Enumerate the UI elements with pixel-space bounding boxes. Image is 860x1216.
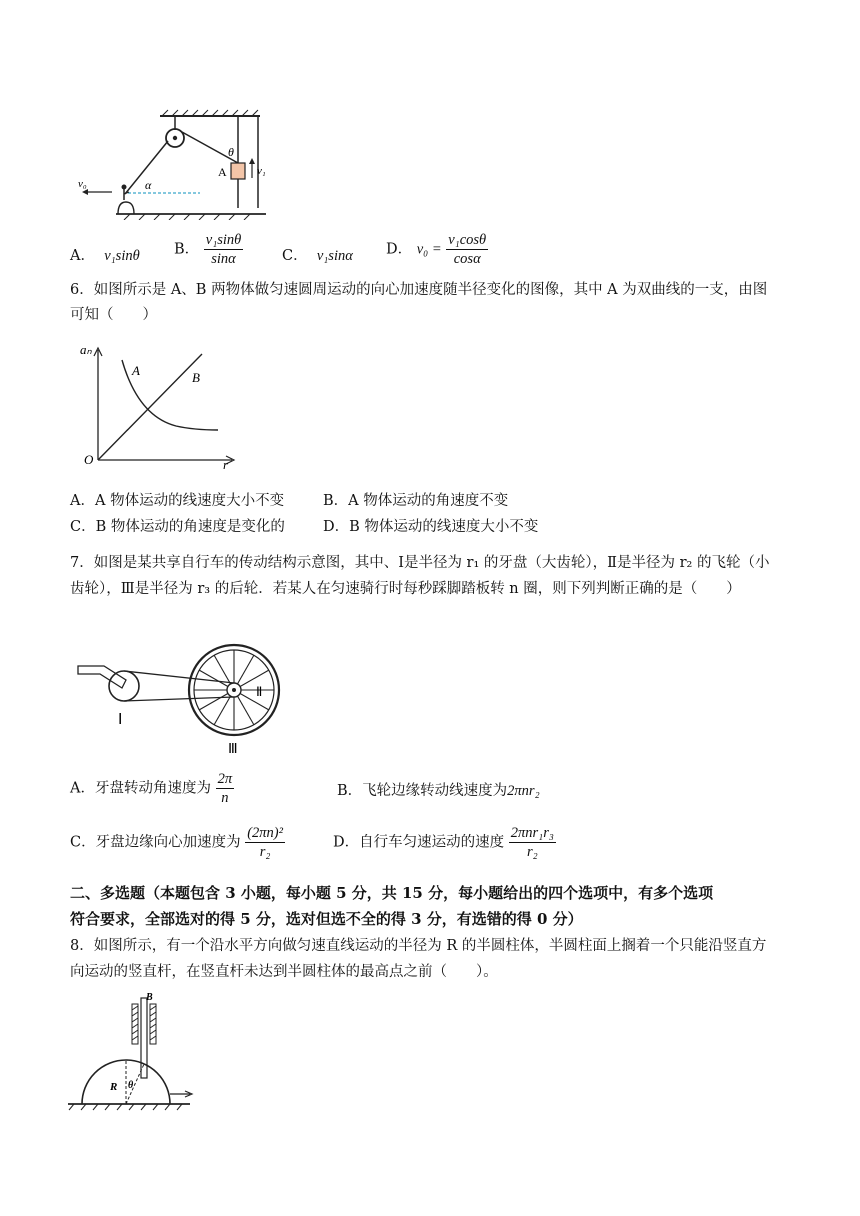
q5-option-d-fraction — [446, 231, 488, 268]
q7-option-d-letter: D． — [333, 834, 360, 851]
q5-label-A: A — [218, 165, 227, 179]
q8-label-theta: θ — [128, 1080, 134, 1091]
section2-heading-line2: 符合要求，全部选对的得 5 分，选对但选不全的得 3 分，有选错的得 0 分） — [70, 910, 583, 928]
q6-option-b[interactable] — [323, 491, 508, 511]
q6-option-a-letter: A． — [70, 493, 95, 509]
q7-bicycle-transmission-figure — [76, 620, 296, 760]
q5-option-a-letter: A． — [70, 248, 95, 264]
q7-option-c-letter: C． — [70, 834, 96, 851]
q7-option-c-fraction — [245, 824, 285, 861]
q5-option-b-fraction — [204, 231, 244, 268]
q6-axis-x-label: r — [223, 457, 229, 470]
q7-option-d-fraction — [509, 824, 556, 861]
q7-option-a-num: 2π — [217, 771, 233, 787]
q6-origin-label: O — [84, 452, 94, 467]
q6-option-d-letter: D． — [323, 519, 350, 535]
q5-option-a[interactable] — [70, 244, 140, 265]
q7-option-c-text: 牙盘边缘向心加速度为 — [95, 834, 241, 851]
q5-option-d-lhs: v₀ = — [416, 241, 442, 258]
q8-stem-line1: 8．如图所示，有一个沿水平方向做匀速直线运动的半径为 R 的半圆柱体，半圆柱面上搁着一个只能沿竖直方 — [70, 938, 767, 954]
q6-option-a-text: A 物体运动的线速度大小不变 — [94, 493, 285, 509]
q7-label-II: Ⅱ — [256, 684, 263, 699]
q5-option-c-expr: v₁sinα — [316, 248, 353, 264]
q5-label-alpha: α — [145, 178, 152, 192]
q7-option-a-text: 牙盘转动角速度为 — [94, 780, 211, 797]
q5-option-a-expr: v₁sinθ — [104, 248, 140, 264]
q5-option-b-num: v₁sinθ — [205, 232, 242, 248]
q5-option-c-letter: C． — [282, 248, 308, 264]
q5-option-d[interactable] — [386, 231, 488, 268]
q7-option-b-text: 飞轮边缘转动线速度为 — [362, 783, 508, 799]
q6-option-d[interactable] — [323, 517, 538, 537]
q6-option-c[interactable] — [70, 517, 285, 537]
q7-option-d-num: 2πnr₁r₃ — [510, 825, 554, 841]
q7-option-b-letter: B． — [337, 783, 363, 799]
q6-option-b-letter: B． — [323, 493, 349, 509]
q5-label-v0: v₀ — [78, 178, 87, 190]
q6-option-a[interactable] — [70, 491, 284, 511]
q7-option-d-den: r₂ — [526, 844, 538, 860]
q5-option-d-num: v₁cosθ — [448, 232, 487, 248]
q7-stem-line2: 齿轮），Ⅲ是半径为 r₃ 的后轮．若某人在匀速骑行时每秒踩脚踏板转 n 圈，则下列判断正确的是（ ） — [70, 581, 741, 597]
q8-label-B: B — [146, 992, 153, 1003]
q6-option-c-text: B 物体运动的角速度是变化的 — [95, 519, 285, 535]
q8-label-R: R — [110, 1081, 118, 1093]
q7-option-c[interactable] — [70, 824, 285, 861]
q6-option-b-text: A 物体运动的角速度不变 — [348, 493, 509, 509]
q6-option-c-letter: C． — [70, 519, 96, 535]
q6-stem-line2: 可知（ ） — [70, 307, 157, 323]
q6-graph-figure — [76, 336, 242, 470]
q7-label-I: Ⅰ — [118, 712, 123, 728]
q5-option-b-den: sinα — [211, 251, 236, 267]
q7-option-a[interactable] — [70, 770, 234, 807]
q5-option-c[interactable] — [282, 244, 353, 265]
q7-option-d-text: 自行车匀速运动的速度 — [359, 834, 505, 851]
q5-label-theta: θ — [228, 145, 234, 159]
q5-option-d-letter: D． — [386, 241, 413, 258]
q7-label-III: Ⅲ — [228, 742, 238, 757]
q5-label-v1: v₁ — [257, 165, 266, 177]
q5-pulley-figure — [70, 108, 270, 220]
q7-stem-line1: 7．如图是某共享自行车的传动结构示意图，其中、Ⅰ是半径为 r₁ 的牙盘（大齿轮），Ⅱ是半径为 r₂ 的飞轮（小 — [70, 555, 770, 571]
q7-option-a-fraction — [216, 770, 235, 807]
section2-heading-line1: 二、多选题（本题包含 3 小题，每小题 5 分，共 15 分，每小题给出的四个选项中，有多个选项 — [70, 884, 714, 902]
q7-option-d[interactable] — [333, 824, 556, 861]
q6-axis-y-label: aₙ — [80, 342, 92, 357]
q7-option-b[interactable] — [337, 779, 540, 800]
q6-option-d-text: B 物体运动的线速度大小不变 — [349, 519, 539, 535]
q7-option-a-den: n — [221, 790, 229, 806]
q7-option-b-expr: 2πnr₂ — [507, 783, 540, 799]
q5-option-d-den: cosα — [453, 251, 481, 267]
q5-option-b-letter: B． — [174, 241, 200, 258]
q7-option-c-num: (2πn)² — [247, 825, 283, 841]
q6-stem-line1: 6．如图所示是 A、B 两物体做匀速圆周运动的向心加速度随半径变化的图像，其中 A 为双曲线的一支，由图 — [70, 282, 768, 298]
q6-curve-A-label: A — [132, 363, 140, 378]
q8-half-cylinder-figure — [66, 992, 206, 1114]
q8-stem-line2: 向运动的竖直杆，在竖直杆未达到半圆柱体的最高点之前（ ）。 — [70, 964, 498, 980]
q7-option-c-den: r₂ — [259, 844, 271, 860]
q7-option-a-letter: A． — [70, 780, 95, 797]
q5-option-b[interactable] — [174, 231, 243, 268]
q6-line-B-label: B — [192, 370, 200, 385]
